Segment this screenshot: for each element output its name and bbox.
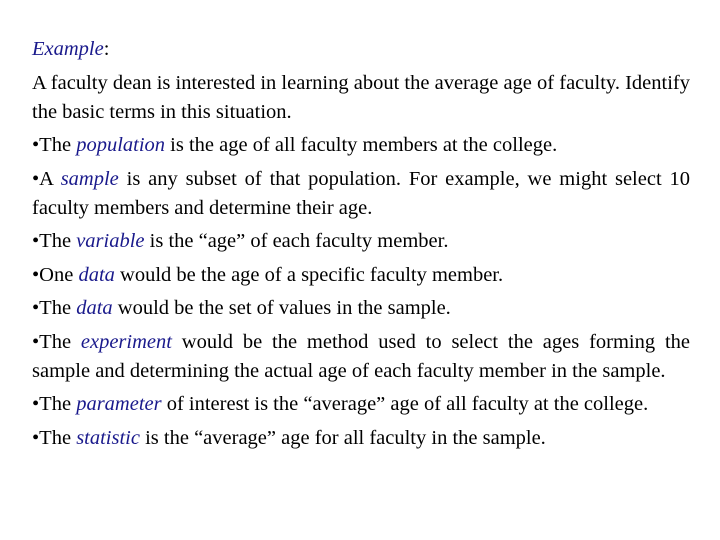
bullet-variable: •The variable is the “age” of each faculty member. [32, 230, 449, 252]
term-population: population [76, 134, 166, 156]
example-colon: : [103, 38, 110, 60]
bullet-parameter: •The parameter of interest is the “average” age of all faculty at the college. [32, 393, 649, 415]
bullet-statistic: •The statistic is the “average” age for all faculty in the sample. [32, 426, 546, 449]
bullet-the-data: •The data would be the set of values in the sample. [32, 297, 451, 319]
bullet-population: •The population is the age of all faculty members at the college. [32, 134, 558, 156]
term-data: data [78, 263, 115, 286]
term-variable: variable [76, 230, 145, 252]
bullet-one-data: •One data would be the age of a specific faculty member. [32, 263, 504, 286]
term-parameter: parameter [76, 393, 162, 415]
term-experiment: experiment [80, 330, 172, 353]
example-heading [32, 35, 690, 64]
example-label: Example [32, 38, 104, 60]
term-data-set: data [76, 297, 113, 319]
term-sample: sample [60, 167, 119, 190]
bullet-experiment: •The experiment would be the method used to select the ages forming the sample and determining the actual age of each faculty member in the sample. [32, 330, 690, 382]
bullet-sample: •A sample is any subset of that population. For example, we might select 10 faculty members and determine their age. [32, 167, 690, 219]
intro-paragraph: A faculty dean is interested in learning about the average age of faculty. Identify the basic terms in this situation. [32, 71, 690, 123]
term-statistic: statistic [76, 426, 140, 449]
